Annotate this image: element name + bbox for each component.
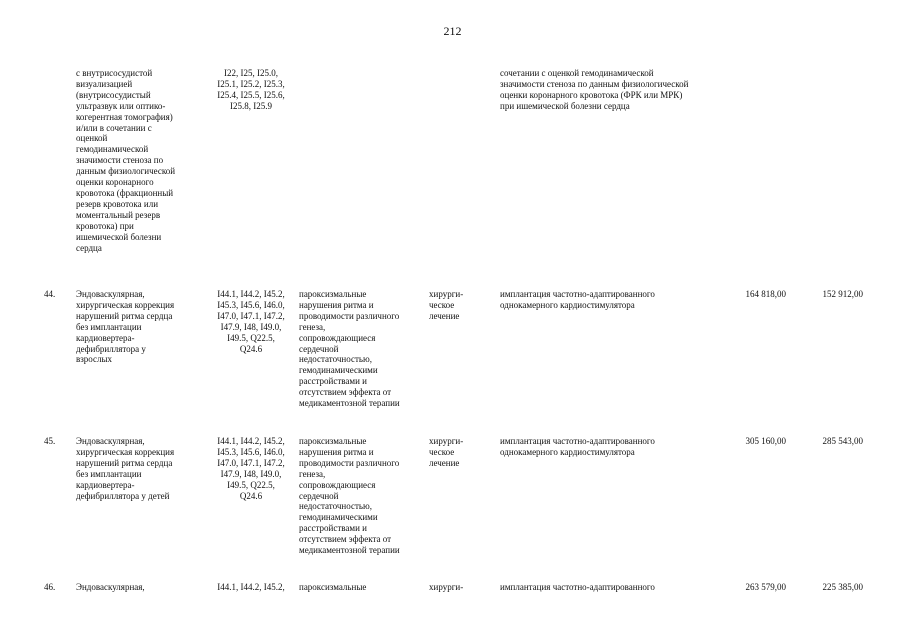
patient-model: пароксизмальные нарушения ритма и проводимости различного генеза, сопровождающиеся сердечной недостаточностью, гемодинамическими расстройствами и отсутствием эффекта от медикаментозной терапии [299, 289, 400, 409]
treatment-type: хирурги- ческое лечение [429, 289, 464, 321]
diagnosis-codes: I44.1, I44.2, I45.2, I45.3, I45.6, I46.0, I47.0, I47.1, I47.2, I47.9, I48, I49.0, I49.5, Q22.5, Q24.6 [217, 436, 285, 501]
price-oms: 285 543,00 [822, 436, 863, 446]
service-name: с внутрисосудистой визуализацией (внутрисосудистый ультразвук или оптико- когерентная томография) и/или в сочетании с оценкой гемодинамической значимости стеноза по данным физиологической оценки коронарного кровотока (фракционный резерв кровотока или моментальный резерв кровотока) при ишемической болезни сердца [76, 68, 176, 253]
treatment-type: хирурги- ческое лечение [429, 436, 464, 468]
patient-model: пароксизмальные [299, 582, 367, 592]
price-total: 164 818,00 [745, 289, 786, 299]
row-number: 45. [44, 436, 56, 446]
price-total: 305 160,00 [745, 436, 786, 446]
row-number: 44. [44, 289, 56, 299]
patient-model: пароксизмальные нарушения ритма и проводимости различного генеза, сопровождающиеся сердечной недостаточностью, гемодинамическими расстройствами и отсутствием эффекта от медикаментозной терапии [299, 436, 400, 556]
page-number: 212 [443, 24, 462, 38]
diagnosis-codes: I44.1, I44.2, I45.2, [217, 582, 285, 592]
price-oms: 225 385,00 [822, 582, 863, 592]
treatment-method: сочетании с оценкой гемодинамической значимости стеноза по данным физиологической оценки коронарного кровотока (ФРК или МРК) при ишемической болезни сердца [500, 68, 689, 111]
service-name: Эндоваскулярная, хирургическая коррекция нарушений ритма сердца без имплантации кардиовертера- дефибриллятора у детей [76, 436, 175, 501]
diagnosis-codes: I22, I25, I25.0, I25.1, I25.2, I25.3, I25.4, I25.5, I25.6, I25.8, I25.9 [217, 68, 285, 111]
row-number: 46. [44, 582, 56, 592]
diagnosis-codes: I44.1, I44.2, I45.2, I45.3, I45.6, I46.0, I47.0, I47.1, I47.2, I47.9, I48, I49.0, I49.5, Q22.5, Q24.6 [217, 289, 285, 354]
service-name: Эндоваскулярная, хирургическая коррекция нарушений ритма сердца без имплантации кардиовертера- дефибриллятора у взрослых [76, 289, 175, 365]
price-oms: 152 912,00 [822, 289, 863, 299]
service-name: Эндоваскулярная, [76, 582, 145, 592]
treatment-method: имплантация частотно-адаптированного однокамерного кардиостимулятора [500, 436, 655, 457]
price-total: 263 579,00 [745, 582, 786, 592]
treatment-type: хирурги- [429, 582, 464, 592]
treatment-method: имплантация частотно-адаптированного [500, 582, 655, 592]
treatment-method: имплантация частотно-адаптированного однокамерного кардиостимулятора [500, 289, 655, 310]
